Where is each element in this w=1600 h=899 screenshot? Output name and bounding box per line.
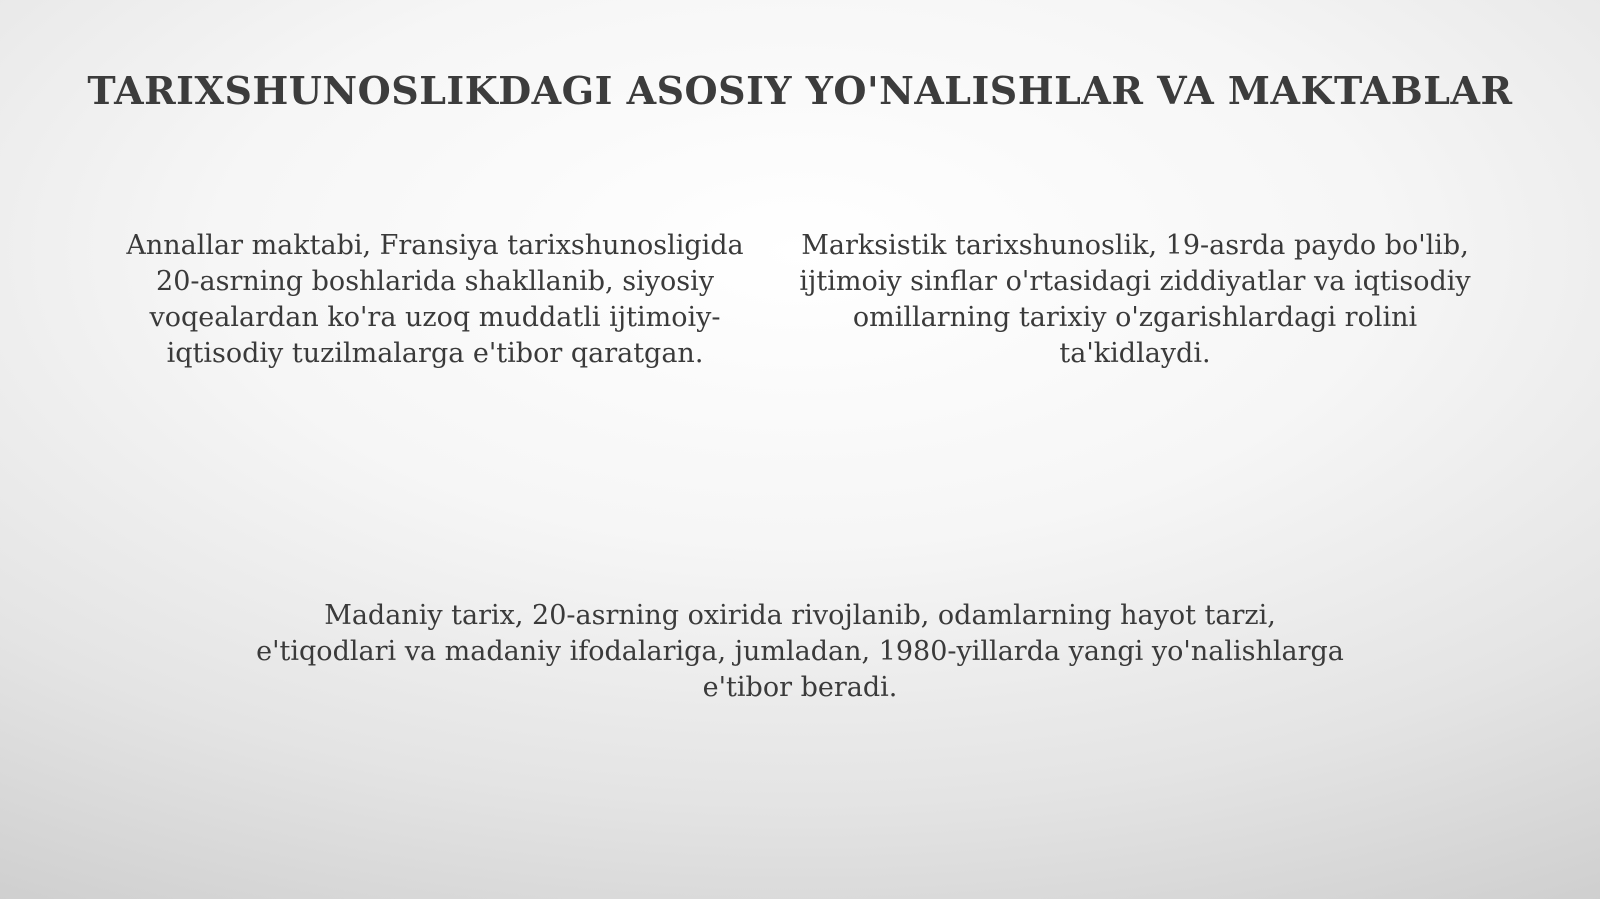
slide-title: TARIXSHUNOSLIKDAGI ASOSIY YO'NALISHLAR VA MAKTABLAR [87,68,1513,113]
paragraph-cultural-history: Madaniy tarix, 20-asrning oxirida rivojlanib, odamlarning hayot tarzi, e'tiqodlari va madaniy ifodalariga, jumladan, 1980-yillarda yangi yo'nalishlarga e'tibor beradi. [256,600,1344,703]
paragraph-annales-school: Annallar maktabi, Fransiya tarixshunosligida 20-asrning boshlarida shakllanib, siyosiy voqealardan ko'ra uzoq muddatli ijtimoiy-iqtisodiy tuzilmalarga e'tibor qaratgan. [126,230,744,369]
paragraph-marxist-historiography: Marksistik tarixshunoslik, 19-asrda paydo bo'lib, ijtimoiy sinflar o'rtasidagi ziddiyatlar va iqtisodiy omillarning tarixiy o'zgarishlardagi rolini ta'kidlaydi. [799,230,1471,369]
